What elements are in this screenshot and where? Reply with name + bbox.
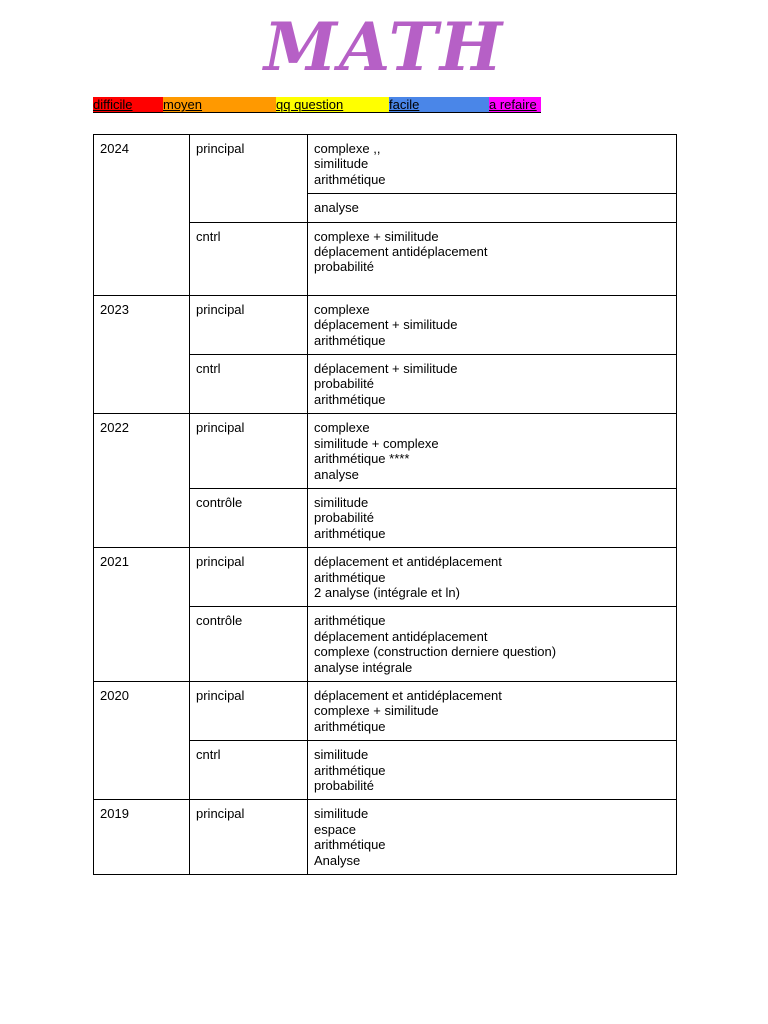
legend-item: difficile: [93, 97, 163, 113]
topic-line: déplacement antidéplacement: [314, 628, 488, 644]
topic-line: similitude: [314, 747, 369, 763]
topic-line: arithmétique: [314, 613, 386, 629]
topics-cell: [308, 681, 677, 740]
session-cell: cntrl: [190, 355, 308, 414]
topics-cell: [308, 607, 677, 682]
topic-line: probabilité: [314, 778, 374, 793]
topic-line: déplacement et antidéplacement: [314, 554, 502, 570]
legend-item: facile: [389, 97, 489, 113]
year-cell: 2023: [94, 295, 190, 413]
topic-line: complexe ,,: [314, 141, 381, 156]
session-cell: principal: [190, 414, 308, 489]
topic-line: espace: [314, 821, 356, 837]
exam-topics-table: [93, 134, 677, 875]
table-row: [94, 681, 677, 740]
topic-line: complexe (construction derniere question): [314, 644, 557, 660]
topic-line: probabilité: [314, 376, 374, 392]
table-row: [94, 135, 677, 194]
topics-cell: [308, 194, 677, 222]
topics-cell: [308, 741, 677, 800]
session-cell: principal: [190, 681, 308, 740]
topic-line: déplacement et antidéplacement: [314, 687, 502, 703]
table-row: [94, 800, 677, 875]
session-cell: contrôle: [190, 488, 308, 547]
year-cell: 2024: [94, 135, 190, 296]
session-cell: principal: [190, 295, 308, 354]
topics-cell: [308, 414, 677, 489]
topic-line: similitude: [314, 806, 369, 822]
topic-line: similitude: [314, 494, 369, 510]
topic-line: similitude: [314, 156, 369, 172]
topics-cell: [308, 222, 677, 295]
topic-line: arithmétique: [314, 569, 386, 585]
session-cell: cntrl: [190, 222, 308, 295]
topic-line: arithmétique: [314, 718, 386, 734]
table-row: [94, 548, 677, 607]
topic-line: arithmétique ****: [314, 451, 410, 467]
topic-line: arithmétique: [314, 525, 386, 541]
table-row: [94, 295, 677, 354]
topics-cell: [308, 295, 677, 354]
legend-item: qq question: [276, 97, 389, 113]
topic-line: arithmétique: [314, 762, 386, 778]
topic-line: arithmétique: [314, 332, 386, 348]
topic-line: complexe + similitude: [314, 703, 439, 719]
topics-cell: [308, 800, 677, 875]
year-cell: 2019: [94, 800, 190, 875]
topic-line: déplacement antidéplacement: [314, 244, 488, 260]
topics-cell: [308, 548, 677, 607]
legend-item: moyen: [163, 97, 276, 113]
year-cell: 2021: [94, 548, 190, 682]
topic-line: probabilité: [314, 259, 374, 275]
topic-line: probabilité: [314, 510, 374, 526]
topics-cell: [308, 135, 677, 194]
topic-line: arithmétique: [314, 171, 386, 187]
difficulty-legend: [93, 97, 541, 113]
topic-line: déplacement + similitude: [314, 317, 458, 333]
topics-cell: [308, 355, 677, 414]
year-cell: 2020: [94, 681, 190, 799]
legend-item: a refaire: [489, 97, 541, 113]
topic-line: complexe: [314, 420, 370, 436]
topic-line: Analyse: [314, 852, 361, 868]
session-cell: principal: [190, 135, 308, 223]
table-row: [94, 414, 677, 489]
session-cell: contrôle: [190, 607, 308, 682]
topic-line: similitude + complexe: [314, 435, 439, 451]
topic-line: 2 analyse (intégrale et ln): [314, 584, 460, 600]
topics-cell: [308, 488, 677, 547]
session-cell: cntrl: [190, 741, 308, 800]
topic-line: déplacement + similitude: [314, 361, 458, 377]
topic-line: arithmétique: [314, 391, 386, 407]
session-cell: principal: [190, 548, 308, 607]
session-cell: principal: [190, 800, 308, 875]
topic-line: analyse: [314, 200, 359, 216]
topic-line: complexe: [314, 301, 370, 317]
topic-line: complexe + similitude: [314, 228, 439, 244]
topic-line: arithmétique: [314, 837, 386, 853]
year-cell: 2022: [94, 414, 190, 548]
topic-line: analyse: [314, 466, 359, 482]
topic-line: analyse intégrale: [314, 659, 413, 675]
page-title: MATH: [263, 8, 505, 86]
